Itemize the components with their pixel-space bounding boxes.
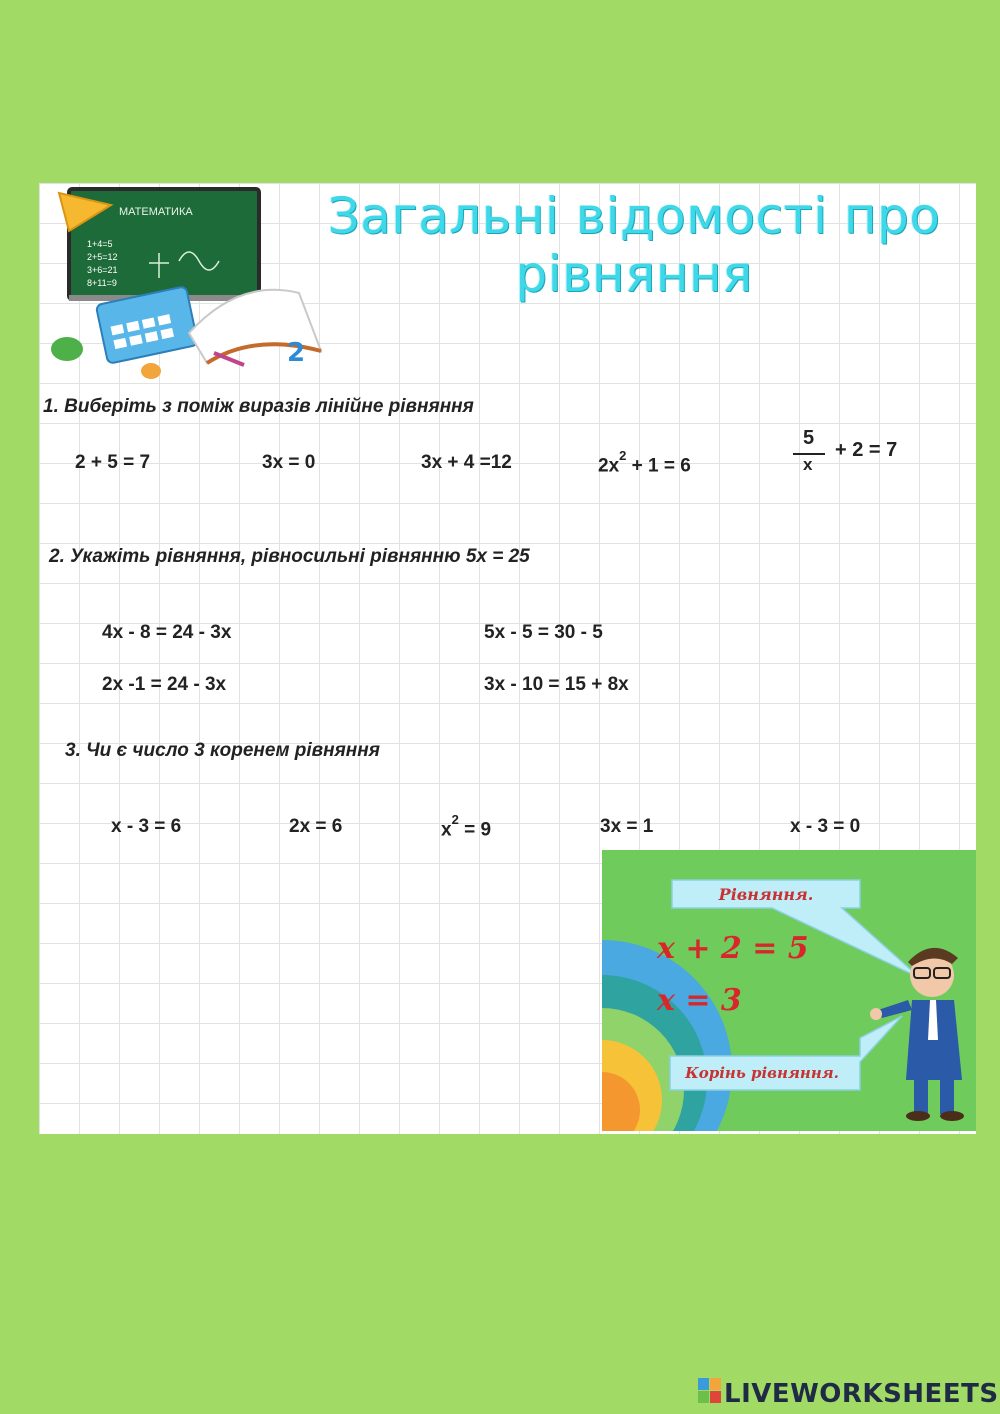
q2-option-1[interactable]: 4x - 8 = 24 - 3x — [102, 622, 232, 643]
svg-text:2+5=12: 2+5=12 — [87, 252, 118, 262]
svg-text:1+4=5: 1+4=5 — [87, 239, 113, 249]
watermark — [698, 1378, 999, 1412]
q3-option-5[interactable]: x - 3 = 0 — [790, 816, 861, 837]
page-title: Загальні відомості про рівняння — [327, 187, 941, 303]
svg-text:8+11=9: 8+11=9 — [87, 278, 117, 288]
q1-option-3[interactable]: 3x + 4 =12 — [421, 452, 512, 473]
fraction-denominator: x — [803, 455, 813, 474]
bubble-bottom-text: Корінь рівняння. — [685, 1064, 839, 1082]
q3-option-2[interactable]: 2x = 6 — [289, 816, 343, 837]
worksheet-sheet — [39, 183, 976, 1134]
math-board-illustration — [39, 183, 329, 383]
q3-option-1[interactable]: x - 3 = 6 — [111, 816, 182, 837]
q1-option-2[interactable]: 3x = 0 — [262, 452, 316, 473]
q2-option-3[interactable]: 2x -1 = 24 - 3x — [102, 674, 227, 695]
question-1: 1. Виберіть з поміж виразів лінійне рівняння — [43, 396, 474, 417]
q3-option-4[interactable]: 3x = 1 — [600, 816, 654, 837]
teacher-root: x = 3 — [657, 983, 742, 1018]
svg-text:2: 2 — [287, 338, 306, 368]
teacher-illustration — [602, 850, 976, 1131]
fraction-numerator: 5 — [803, 427, 815, 449]
q2-option-2[interactable]: 5x - 5 = 30 - 5 — [484, 622, 603, 643]
teacher-equation: x + 2 = 5 — [657, 931, 809, 966]
svg-text:3+6=21: 3+6=21 — [87, 265, 118, 275]
liveworksheets-logo-icon — [698, 1378, 722, 1411]
q2-option-4[interactable]: 3x - 10 = 15 + 8x — [484, 674, 629, 695]
fraction-remainder: + 2 = 7 — [835, 439, 898, 461]
question-2: 2. Укажіть рівняння, рівносильні рівнянню 5x = 25 — [49, 546, 530, 567]
q1-option-5[interactable] — [791, 427, 921, 483]
bubble-top-text: Рівняння. — [718, 885, 814, 904]
q3-option-3[interactable]: $x^2 = 9$ — [441, 812, 492, 841]
teacher-scene — [602, 850, 976, 1131]
question-3: 3. Чи є число 3 коренем рівняння — [65, 740, 380, 761]
board-label: МАТЕМАТИКА — [119, 206, 193, 218]
q1-option-4[interactable]: $2x^2 + 1 = 6$ — [598, 448, 691, 477]
q1-option-1[interactable]: 2 + 5 = 7 — [75, 452, 151, 473]
watermark-text: LIVEWORKSHEETS — [724, 1379, 999, 1409]
